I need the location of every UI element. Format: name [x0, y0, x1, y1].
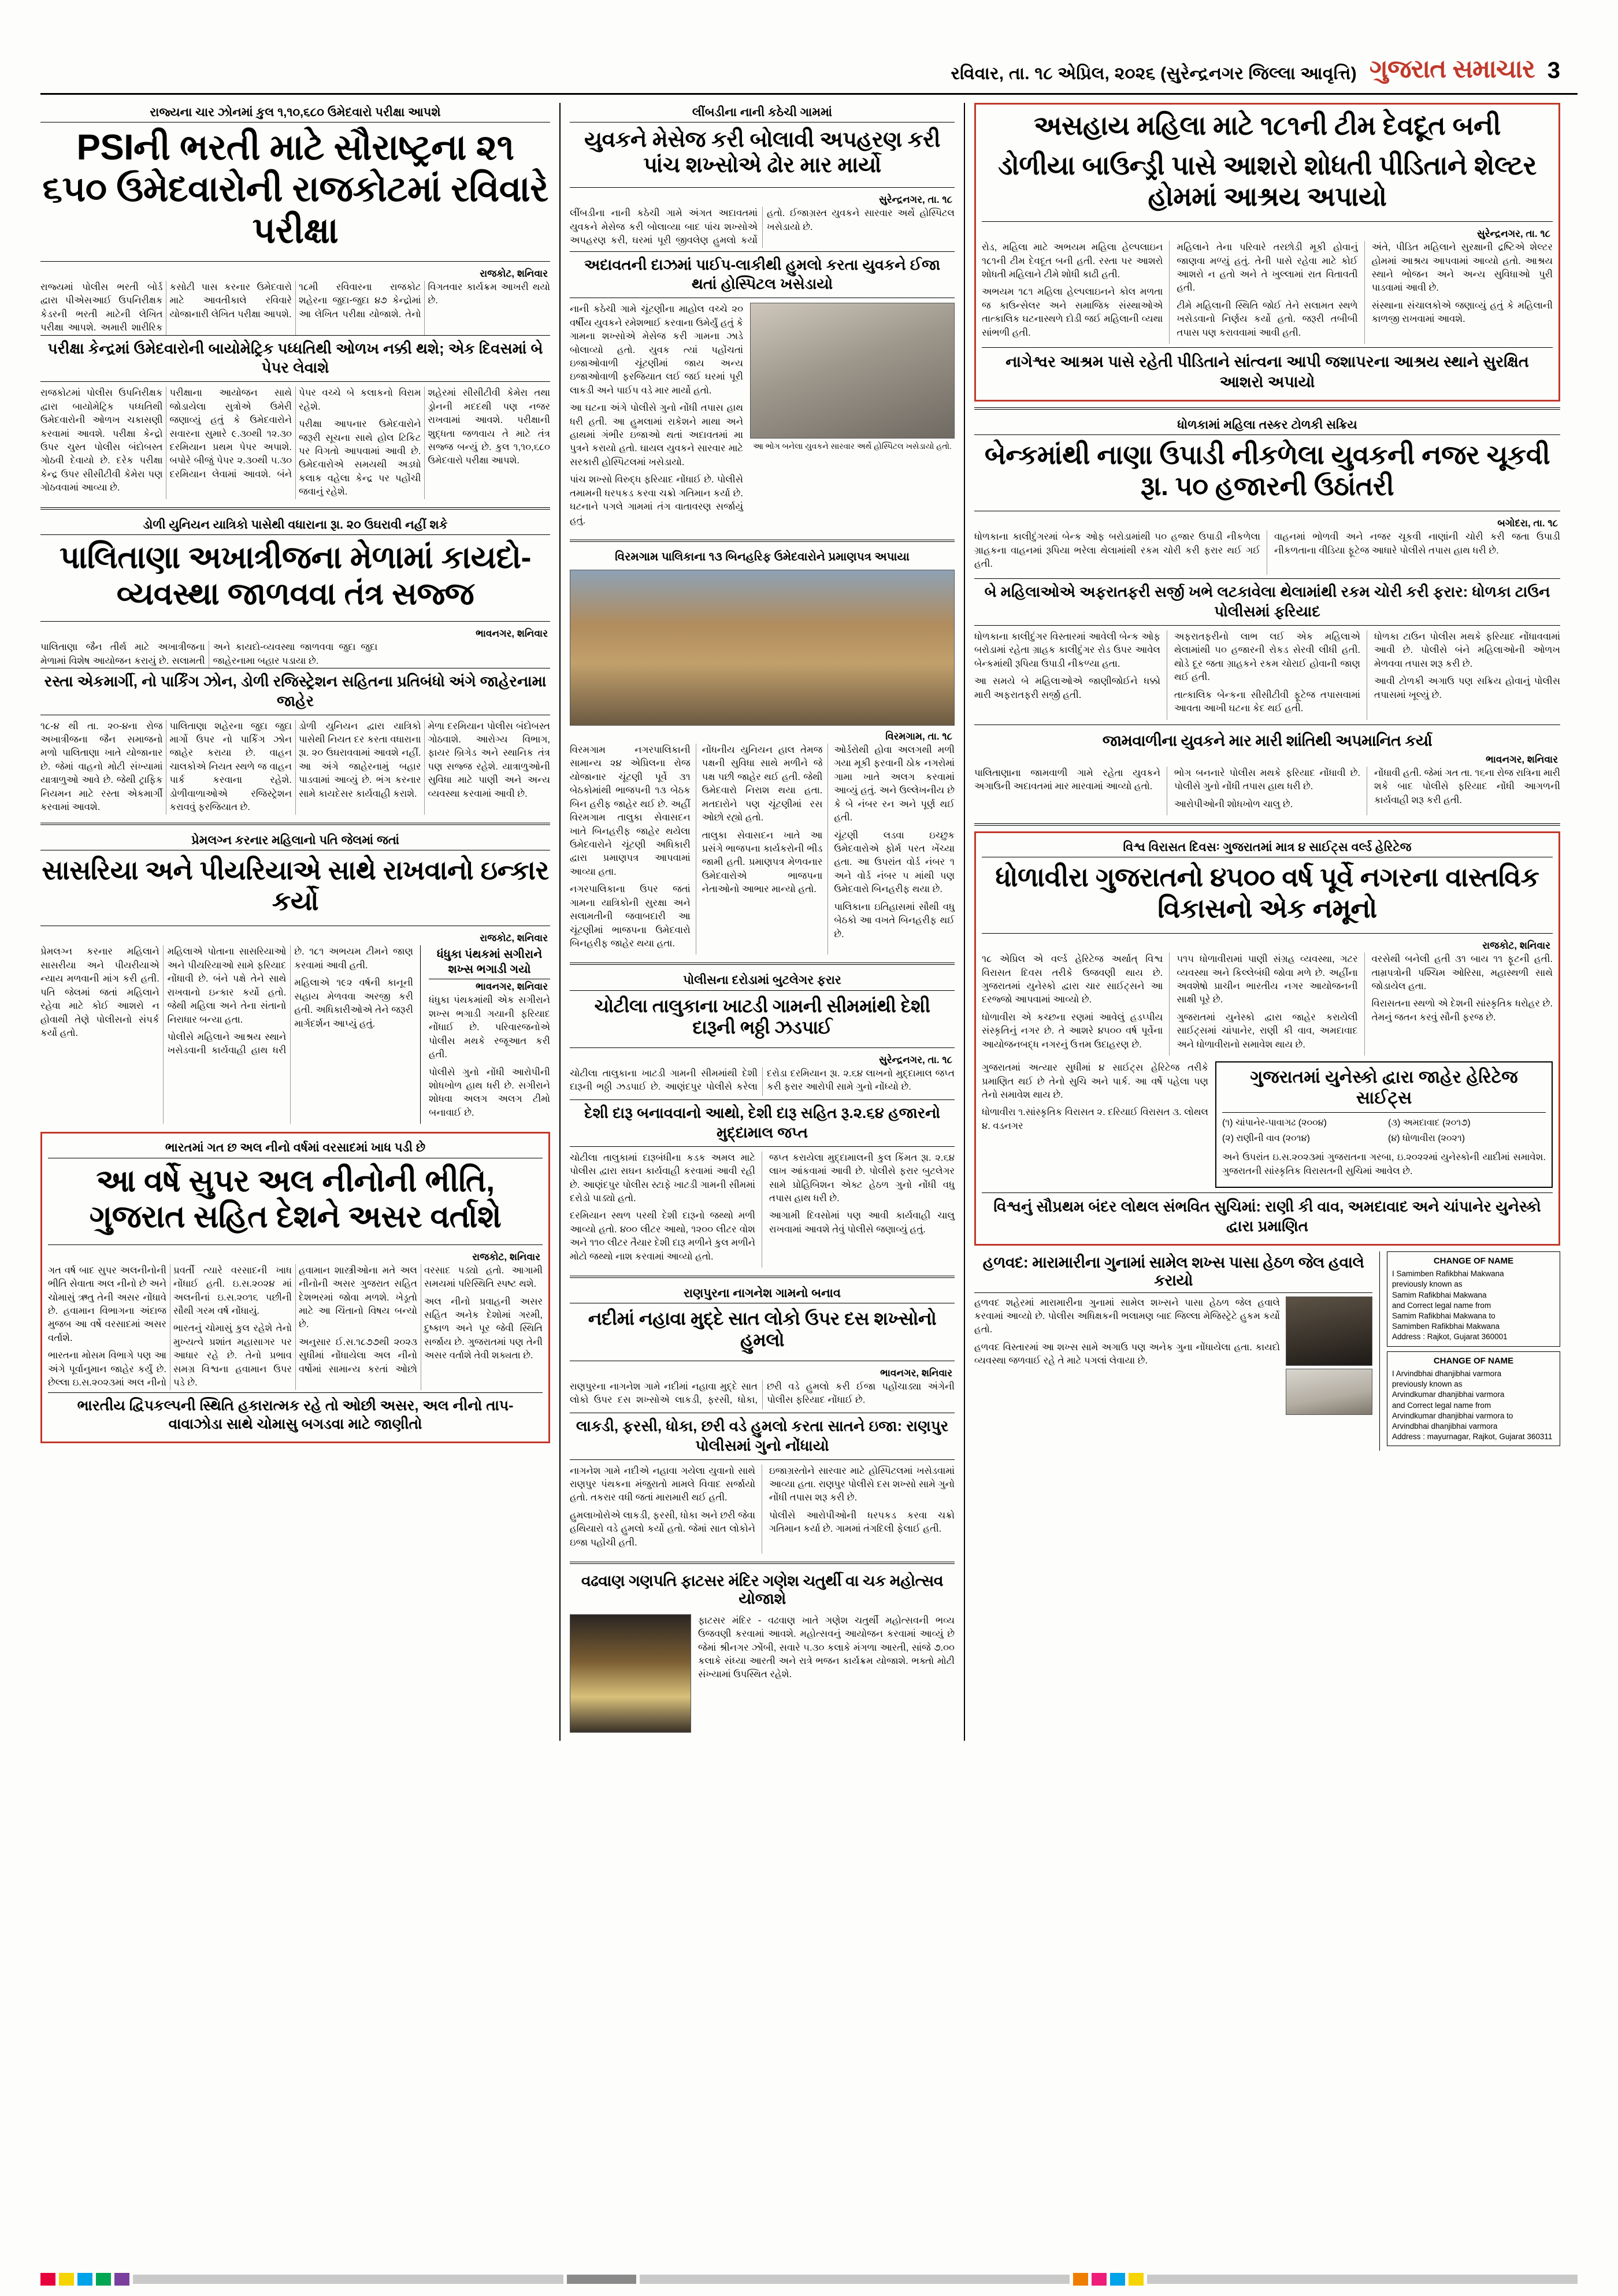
- article-body: [570, 1151, 955, 1268]
- article-body-col: [974, 630, 1167, 720]
- article-subhead: પરીક્ષા કેન્દ્રમાં ઉમેદવારોની બાયોમેટ્રિક પધ્ધતિથી ઓળખ નક્કી થશે; એક દિવસમાં બે પેપર લેવાશે: [40, 335, 550, 382]
- paragraph: ૫૧૫ ધોળાવીરામાં પાણી સંગ્રહ વ્યવસ્થા, ગટર વ્યવસ્થા અને કિલ્લેબંધી જોવા મળે છે. અહીંના અવશેષો પ્રાચીન ભારતીય નગર આયોજનની સાક્ષી પૂરે છે.: [1177, 954, 1358, 1005]
- paragraph: ગુજરાતમાં યુનેસ્કો દ્વારા જાહેર કરાયેલી સાઈટ્સમાં ચાંપાનેર, રાણી કી વાવ, અમદાવાદ અને ધોળાવીરાનો સમાવેશ થાય છે.: [1177, 1012, 1358, 1050]
- article-footer-headline: નાગેશ્વર આશ્રમ પાસે રહેતી પીડિતાને સાંત્વના આપી જશાપરના આશ્રય સ્થાને સુરક્ષિત આશરો અપાયો: [982, 347, 1553, 395]
- paragraph: તાલુકા સેવાસદન ખાતે આ પ્રસંગે ભાજપના કાર્યકરોની ભીડ જામી હતી. પ્રમાણપત્ર મેળવનાર ઉમેદવારોએ ભાજપના નેતાઓનો આભાર માન્યો હતો.: [702, 830, 823, 895]
- article-headline: ડોળીયા બાઉન્ડ્રી પાસે આશરો શોધતી પીડિતાને શેલ્ટર હોમમાં આશ્રય અપાયો: [998, 150, 1537, 211]
- divider: [982, 933, 1553, 934]
- article-body: [974, 1296, 1280, 1415]
- article-subhead: બે મહિલાઓએ અફરાતફરી સર્જી ખભે લટકાવેલા થેલામાંથી રકમ ચોરી કરી ફરાર: ધોળકા ટાઉન પોલીસમાં ફરિયાદ: [974, 578, 1560, 626]
- paragraph: પ્રેમલગ્ન કરનાર મહિલાને સાસરીયા અને પીયરીયાએ ન્યાય મળવાની માંગ કરી હતી. પતિ જેલમાં જતાં મહિલાને રહેવા માટે કોઈ આશરો ન હોવાથી તેણે પોલીસનો સંપર્ક કર્યો હતો.: [40, 946, 159, 1039]
- paragraph: ભોગ બનનારે પોલીસ મથકે ફરિયાદ નોંધાવી છે. પોલીસે ગુનો નોંધી તપાસ હાથ ધરી છે.: [1174, 767, 1360, 792]
- article-byline: બગોદરા, તા. ૧૮: [1497, 518, 1558, 529]
- subarticle-jamvali-assault: [974, 730, 1560, 816]
- article-intro: [40, 641, 550, 668]
- paragraph: પાંચ શખ્સો વિરુદ્ધ ફરિયાદ નોંધાઈ છે. પોલીસે તમામની ધરપકડ કરવા ચક્રો ગતિમાન કર્યા છે. ઘટનાને પગલે ગામમાં તંગ વાતાવરણ સર્જાયું હતું.: [570, 474, 743, 526]
- page-content: [40, 95, 1578, 1741]
- paragraph: હવામાન શાસ્ત્રીઓના મતે અલ નીનોની અસર ગુજરાત સહિત દેશભરમાં જોવા મળશે. ખેડૂતો માટે આ ચિંતાનો વિષય બન્યો છે.: [299, 1265, 417, 1330]
- paragraph: ભારતનું ચોમાસું કુલ રહેશે તેનો મુખ્યત્વે પ્રશાંત મહાસાગર પર આધાર રહે છે. તેનો પ્રભાવ સમગ્ર વિશ્વના હવામાન ઉપર પડે છે.: [173, 1323, 292, 1388]
- notice-line: previously known as: [1392, 1280, 1463, 1289]
- photo-accused-portrait: [1286, 1296, 1372, 1366]
- subarticle-byline: ભાવનગર, શનિવાર: [1486, 753, 1558, 765]
- heritage-box-note: [1222, 1151, 1546, 1178]
- article-headline: નદીમાં નહાવા મુદ્દે સાત લોકો ઉપર દસ શખ્સોનો હુમલો: [588, 1308, 937, 1351]
- column-left: [40, 103, 561, 1741]
- notice-line: I Samimben Rafikbhai Makwana: [1392, 1269, 1504, 1279]
- paragraph: મહિલાએ ૧૯૨ વર્ષની કાનૂની સહાય મેળવવા અરજી કરી હતી. અધિકારીઓએ તેને જરૂરી માર્ગદર્શન આપ્યું હતું.: [294, 978, 413, 1029]
- article-el-nino: [40, 1132, 550, 1443]
- article-body-col: [769, 1151, 955, 1268]
- print-registration-bar: [40, 2273, 1578, 2286]
- paragraph: શહેરમાં સીસીટીવી કેમેરા તથા ડ્રોનની મદદથી પણ નજર રાખવામાં આવશે. પરીક્ષાની શુદ્ધતા જળવાય તે માટે તંત્ર સજ્જ બન્યું છે. કુલ ૧,૧૦,૬૮૦ ઉમેદવારો પરીક્ષા આપશે.: [428, 388, 550, 466]
- article-body-col: [570, 1465, 762, 1554]
- paragraph: ધોળકા ટાઉન પોલીસ મથકે ફરિયાદ નોંધાવવામાં આવી છે. પોલીસે બંને મહિલાઓની ઓળખ મેળવવા તપાસ શરૂ કરી છે.: [1374, 631, 1560, 669]
- divider: [570, 540, 955, 542]
- paragraph: ધોળકાના કાલીદુંગરમાં બેન્ક ઓફ બરોડામાંથી ૫૦ હજાર ઉપાડી નીકળેલા ગ્રાહકના વાહનમાં રૂપિયા ભરેલા થેલામાંથી રકમ ચોરી કરી ફરાર થઈ ગઈ હતી.: [974, 532, 1260, 570]
- paragraph: વિરાસતના સ્થળો એ દેશની સાંસ્કૃતિક ધરોહર છે. તેમનું જતન કરવું સૌની ફરજ છે.: [1371, 998, 1553, 1023]
- article-palitana-mela: [40, 515, 550, 815]
- article-byline: રાજકોટ, શનિવાર: [480, 268, 548, 279]
- article-body-col: [769, 1465, 955, 1554]
- paragraph: પાલિતાણા શહેરના જુદા જુદા માર્ગો ઉપર નો પાર્કિંગ ઝોન જાહેર કરાયા છે. વાહન ચાલકોએ નિયત સ્થળે જ વાહન પાર્ક કરવાના રહેશે. ડોળીવાળાઓએ રજિસ્ટ્રેશન કરાવવું ફરજિયાત છે.: [169, 720, 292, 813]
- classified-notices: [1379, 1251, 1560, 1451]
- article-dholka-theft: [974, 415, 1560, 815]
- divider: [974, 407, 1560, 410]
- paragraph: આરોપીઓની શોધખોળ ચાલુ છે.: [1174, 798, 1293, 809]
- paragraph: રોડ, મહિલા માટે અભયમ મહિલા હેલ્પલાઇન ૧૮૧ની ટીમ દેવદૂત બની હતી. રસ્તા પર આશરો શોધતી મહિલાને ટીમે શોધી કાઢી હતી.: [982, 242, 1163, 280]
- list-item: (૨) રાણીની વાવ (૨૦૧૪): [1222, 1134, 1310, 1144]
- paragraph: પરીક્ષાના આયોજન સાથે જોડાયેલા સુત્રોએ ઉમેરી જણાવ્યું હતું કે ઉમેદવારોને સવારના સુમારે ૯.૩૦થી ૧૨.૩૦ દરમિયાન પ્રથમ પેપર અપાશે. બપોરે બીજું પેપર ૨.૩૦થી ૫.૩૦ દરમિયાન લેવામાં આવશે. બંને પેપર વચ્ચે બે કલાકનો વિરામ રહેશે.: [169, 388, 421, 480]
- article-body: [40, 720, 550, 815]
- paragraph: રાજ્યમાં પોલીસ ભરતી બોર્ડ દ્વારા પીએસઆઈ ઉપનિરીક્ષક કેડરની ભરતી માટેની લેખિત પરીક્ષા આપશે. અમારી શારીરિક કસોટી પાસ કરનાર ઉમેદવારો માટે આવતીકાલે રવિવારે યોજાનારી લેખિત પરીક્ષા આપશે.: [40, 281, 292, 333]
- article-world-heritage: [974, 831, 1560, 1246]
- article-body: [974, 630, 1560, 720]
- article-body-col: [1372, 953, 1553, 1056]
- article-headline: વઢવાણ ગણપતિ ફાટસર મંદિર ગણેશ ચતુર્થી વા ચક મહોત્સવ યોજાશે: [581, 1572, 944, 1608]
- paragraph: વાહનમાં ભોળવી અને નજર ચૂકવી નાણાંની ચોરી કરી જતા ઉપાડી નીકળતાના વીડિયા ફૂટેજ આધારે પોલીસે તપાસ હાથ ધરી છે.: [1274, 532, 1560, 556]
- article-ranpur-assault: [570, 1284, 955, 1554]
- article-body: [48, 1264, 543, 1390]
- article-body-col: [570, 744, 696, 954]
- bottom-row: [974, 1251, 1560, 1451]
- subarticle-body-col: [1374, 767, 1560, 815]
- paragraph: દરમિયાન સ્થળ પરથી દેશી દારૂનો જથ્થો મળી આવ્યો હતો. ૪૦૦ લીટર આથો, ૧૨૦૦ લીટર વોશ અને ૧૧૦ લીટર તૈયાર દેશી દારૂ મળીને કુલ મળીને મોટો જથ્થો નાશ કરવામાં આવ્યો હતો.: [570, 1210, 755, 1262]
- color-swatch: [59, 2273, 74, 2286]
- paragraph: અભયમ ૧૮૧ મહિલા હેલ્પલાઇનને કોલ મળતા જ કાઉન્સેલર અને સમાજિક સંસ્થાઓએ તાત્કાલિક ઘટનાસ્થળે દોડી જઈ મહિલાની વ્યથા સાંભળી હતી.: [982, 287, 1163, 338]
- gray-bar: [640, 2275, 1070, 2284]
- article-intro: [570, 1067, 955, 1096]
- article-kicker: વિરમગામ પાલિકાના ૧૩ બિનહરિફ ઉમેદવારોને પ્રમાણપત્ર અપાયા: [615, 551, 910, 564]
- divider: [982, 221, 1553, 222]
- divider: [40, 261, 550, 262]
- article-kicker: ભારતમાં ગત છ અલ નીનો વર્ષમાં વરસાદમાં ખાધ પડી છે: [48, 1138, 543, 1158]
- article-kicker: અસહાય મહિલા માટે ૧૮૧ની ટીમ દેવદૂત બની: [1034, 110, 1501, 140]
- notice-line: Address : mayurnagar, Rajkot, Gujarat 360311: [1392, 1432, 1553, 1441]
- sidebar-kicker: ધંધુકા પંથકમાં સગીરાને શખ્સ ભગાડી ગયો: [429, 945, 550, 979]
- notice-line: Arvindbhai dhanjibhai varmora: [1392, 1422, 1498, 1431]
- article-byline: વિરમગામ, તા. ૧૮: [885, 731, 952, 742]
- article-viramgam-election: [570, 548, 955, 954]
- masthead: [40, 0, 1578, 95]
- heritage-sites-box: [1215, 1061, 1553, 1188]
- article-body-col: [1372, 241, 1553, 344]
- article-intro: [570, 207, 955, 247]
- article-body-col: [1174, 630, 1367, 720]
- article-halvad-pasa: [974, 1251, 1372, 1451]
- article-photo-wrap: [750, 303, 955, 532]
- divider: [40, 621, 550, 622]
- paragraph: ફાટસર મંદિર - વઢવાણ ખાતે ગણેશ ચતુર્થી મહોત્સવની ભવ્ય ઉજવણી કરવામાં આવશે. મહોત્સવનું આયોજન કરવામાં આવ્યું છે જેમાં શ્રીનગર ઝોંબી, સવારે ૫.૩૦ કલાકે મંગળા આરતી, સાંજે ૭.૦૦ કલાકે સંધ્યા આરતી અને રાત્રે ભજન કાર્યક્રમ યોજાશે. ભક્તો મોટી સંખ્યામાં ઉપસ્થિત રહેશે.: [698, 1615, 955, 1680]
- photo-viramgam-ceremony: [570, 570, 955, 726]
- paragraph: ગત વર્ષ બાદ સુપર અલનીનોની ભીતિ સેવાતા અલ નીનો છે અને ચોમાસું ઋતુ તેની અસર નોંધાવે છે. હવામાન વિભાગના અંદાજ મુજબ આ વર્ષે વરસાદમાં અસર વર્તાશે.: [48, 1265, 166, 1343]
- paragraph: હળવદ શહેરમાં મારામારીના ગુનામાં સામેલ શખ્સને પાસા હેઠળ જેલ હવાલે કરવામાં આવ્યો છે. પોલીસ અધિક્ષકની ભલામણ બાદ જિલ્લા મેજિસ્ટ્રેટે હુકમ કર્યો હતો.: [974, 1297, 1280, 1335]
- notice-line: I Arvindbhai dhanjibhai varmora: [1392, 1369, 1502, 1378]
- article-psi-exam: [40, 103, 550, 499]
- heritage-notes: [982, 1061, 1208, 1188]
- divider: [48, 1244, 543, 1245]
- article-body-col: [834, 744, 955, 954]
- paragraph: હળવદ વિસ્તારમાં આ શખ્સ સામે અગાઉ પણ અનેક ગુના નોંધાયેલા હતા. કાયદો વ્યવસ્થા જળવાઈ રહે તે માટે પગલાં લેવાયા છે.: [974, 1342, 1280, 1366]
- article-headline: પાલિતાણા અખાત્રીજના મેળામાં કાયદો-વ્યવસ્થા જાળવવા તંત્ર સજ્જ: [59, 540, 532, 611]
- article-body: [982, 953, 1553, 1056]
- paragraph: ટીમે મહિલાની સ્થિતિ જોઈ તેને સલામત સ્થળે ખસેડવાનો નિર્ણય કર્યો હતો. જરૂરી તબીબી તપાસ પણ કરાવવામાં આવી હતી.: [1177, 300, 1358, 338]
- article-intro-col: [974, 530, 1267, 575]
- paragraph: આ ઘટના અંગે પોલીસે ગુનો નોંધી તપાસ હાથ ધરી હતી. આ હુમલામાં રાકેશને માથા અને હાથમાં ગંભીર ઇજાઓ થતાં અદાવતમાં મા પુત્રને કરાયો હતો. ઘાયલ યુવકને સારવાર માટે સરકારી હોસ્પિટલમાં ખસેડાયો.: [570, 403, 743, 467]
- notice-change-of-name: [1387, 1351, 1560, 1447]
- paragraph: અંતે, પીડિત મહિલાને સુરક્ષાની દ્રષ્ટિએ શેલ્ટર હોમમાં આશ્રય આપવામાં આવ્યો હતો. આશ્રય સ્થાને ભોજન અને અન્ય સુવિધાઓ પુરી પાડવામાં આવી છે.: [1371, 242, 1553, 293]
- article-kicker: ધોળકામાં મહિલા તસ્કર ટોળકી સક્રિય: [974, 415, 1560, 435]
- notice-line: Arvindkumar dhanjibhai varmora: [1392, 1390, 1505, 1399]
- article-photo-wrap: [570, 1614, 691, 1733]
- paragraph: ડોળી યુનિયન દ્વારા યાત્રિકો પાસેથી નિયત દર કરતા વધારાના રૂા. ૨૦ ઉઘરાવવામાં આવશે નહીં. આ અંગે જાહેરનામું બહાર પાડવામાં આવ્યું છે. ભંગ કરનાર સામે કાયદેસર કાર્યવાહી કરાશે.: [299, 720, 421, 799]
- paragraph: પાલિતાણાના જામવાળી ગામે રહેતા યુવકને અગાઉની અદાવતમાં માર મારવામાં આવ્યો હતો.: [974, 767, 1160, 792]
- sidebar-body: [429, 994, 550, 1120]
- article-prem-lagna: [40, 831, 550, 1124]
- article-body: [40, 387, 550, 499]
- article-body-wrap: [40, 945, 550, 1124]
- paragraph: ભારતના મોસમ વિભાગે પણ આ અંગે પૂર્વાનુમાન જાહેર કર્યું છે. છેલ્લા ઇ.સ.૨૦૨૩માં અલ નીનો પ્રવર્તી ત્યારે વરસાદની ખાધ નોંધાઈ હતી. ઇ.સ.૨૦૨૪ માં અલનીનાં ઇ.સ.૨૦૧૬ પછીની સૌથી ગરમ વર્ષ નોંધાયું.: [48, 1265, 292, 1388]
- paragraph: હુમલાખોરોએ લાકડી, ફરસી, ધોકા અને છરી જેવા હથિયારો વડે હુમલો કર્યો હતો. જેમાં સાત લોકોને ઇજા પહોંચી હતી.: [570, 1510, 755, 1548]
- gray-bar: [1147, 2275, 1578, 2284]
- article-subhead: રસ્તા એકમાર્ગી, નો પાર્કિંગ ઝોન, ડોળી રજિસ્ટ્રેશન સહિતના પ્રતિબંધો અંગે જાહેરનામા જાહેર: [40, 668, 550, 715]
- article-byline: રાજકોટ, શનિવાર: [472, 1251, 540, 1262]
- paragraph: અફરાતફરીનો લાભ લઈ એક મહિલાએ થેલામાંથી ૫૦ હજારની રોકડ સેરવી લીધી હતી. થોડે દૂર જતા ગ્રાહકને રકમ ચોરાઈ હોવાની જાણ થઈ હતી.: [1174, 631, 1360, 683]
- article-body-col: [1374, 630, 1560, 720]
- article-body-with-photos: [974, 1296, 1372, 1415]
- notice-title: CHANGE OF NAME: [1433, 1355, 1514, 1366]
- paragraph: વરસેથી બનેલી હતી ૩૧ બાય ૧૧ ફૂટની હતી. તામ્રપત્રોની પશ્ચિમ ઓરિસા, મહાસ્થળી સાથે જોડાયેલ હતા.: [1371, 954, 1553, 991]
- paragraph: તાત્કાલિક બેન્કના સીસીટીવી ફૂટેજ તપાસવામાં આવતા આખી ઘટના કેદ થઈ હતી.: [1174, 689, 1360, 714]
- article-body: [698, 1614, 955, 1733]
- notice-title: CHANGE OF NAME: [1433, 1255, 1514, 1266]
- paragraph: અને ઉપરાંત ઇ.સ.૨૦૨૩માં ગુજરાતના ગરબા, ઇ.૨૦૨૨માં યુનેસ્કોની યાદીમાં સમાવેશ. ગુજરાતની સાંસ્કૃતિક વિરાસતની સુચિમાં આવેલ છે.: [1222, 1152, 1546, 1176]
- article-headline: PSIની ભરતી માટે સૌરાષ્ટ્રના ૨૧ ૬૫૦ ઉમેદવારોની રાજકોટમાં રવિવારે પરીક્ષા: [42, 128, 548, 251]
- article-byline: રાજકોટ, શનિવાર: [1482, 940, 1550, 952]
- notice-change-of-name: [1387, 1251, 1560, 1347]
- paragraph: ધોળકાના કાલીદુંગર વિસ્તારમાં આવેલી બેન્ક ઓફ બરોડામાં રહેતા ગ્રાહક કાલીદુંગર રોડ ઉપર આવેલ બેન્કમાંથી રૂપિયા ઉપાડી નીકળ્યા હતા.: [974, 631, 1160, 669]
- column-right: [965, 103, 1560, 1741]
- divider: [570, 187, 955, 188]
- subarticle-body: [974, 767, 1560, 815]
- paragraph: મેળા દરમિયાન પોલીસ બંદોબસ્ત ગોઠવાશે. આરોગ્ય વિભાગ, ફાયર બ્રિગેડ અને સ્થાનિક તંત્ર પણ સજ્જ રહેશે. યાત્રાળુઓની સુવિધા માટે પાણી અને અન્ય વ્યવસ્થા કરવામાં આવી છે.: [428, 720, 550, 799]
- paragraph: મહિલાને તેના પરિવારે તરછોડી મૂકી હોવાનું જાણવા મળ્યું હતું. તેની પાસે રહેવા માટે કોઈ આશરો ન હતો અને તે ખુલ્લામાં રાત વિતાવતી હતી.: [1177, 242, 1358, 293]
- article-kicker: રાણપુરના નાગનેશ ગામનો બનાવ: [570, 1284, 955, 1303]
- notice-line: previously known as: [1392, 1380, 1463, 1389]
- article-headline: ધોળાવીરા ગુજરાતનો ૪૫૦૦ વર્ષ પૂર્વે નગરના વાસ્તવિક વિકાસનો એક નમૂનો: [995, 862, 1539, 923]
- paragraph: વિરમગામ નગરપાલિકાની સામાન્ય ૨૪ એપ્રિલના રોજ યોજાનાર ચૂંટણી પૂર્વે ૩૧ બેઠકોમાંથી ભાજપની ૧૩ બેઠક બિન હરીફ જાહેર થઈ છે. અહીં વિરમગામ તાલુકા સેવાસદન ખાતે બિનહરીફ જાહેર થયેલા ઉમેદવારોને ચૂંટણી અધિકારી દ્વારા પ્રમાણપત્ર આપવામાં આવ્યા હતા.: [570, 745, 691, 877]
- article-body-col: [702, 744, 829, 954]
- article-headline: યુવકને મેસેજ કરી બોલાવી અપહરણ કરી પાંચ શખ્સોએ ઢોર માર માર્યો: [584, 128, 941, 178]
- paragraph: ચોટીલા તાલુકાના ખાટડી ગામની સીમમાંથી દેશી દારૂની ભઠ્ઠી ઝડપાઈ છે. આણંદપુર પોલીસે કરેલા દરોડા દરમિયાન રૂા. ૨.૬૪ લાખનો મુદ્દામાલ જપ્ત કરી ફરાર આરોપી સામે ગુનો નોંધ્યો છે.: [570, 1068, 955, 1093]
- article-body-col: [1177, 953, 1364, 1056]
- photo-temple: [570, 1614, 691, 1733]
- article-181-shelter: [974, 103, 1560, 402]
- column-middle: [561, 103, 965, 1741]
- paragraph: રાજકોટમાં પોલીસ ઉપનિરીક્ષક દ્વારા બાયોમેટ્રિક પધ્ધતિથી ઉમેદવારોની ઓળખ ચકાસણી કરવામાં આવશે. પરીક્ષા કેન્દ્રો ઉપર ચુસ્ત પોલીસ બંદોબસ્ત ગોઠવી દેવાયો છે. દરેક પરીક્ષા કેન્દ્ર ઉપર સીસીટીવી કેમેરા પણ ગોઠવવામાં આવ્યા છે.: [40, 388, 163, 493]
- color-swatch: [96, 2273, 111, 2286]
- divider: [40, 823, 550, 825]
- color-swatch: [40, 2273, 55, 2286]
- article-headline: બેન્કમાંથી નાણા ઉપાડી નીકળેલા યુવકની નજર ચૂકવી રૂા. ૫૦ હજારની ઉઠાંતરી: [984, 440, 1550, 501]
- article-subhead: દેશી દારૂ બનાવવાનો આથો, દેશી દારૂ સહિત રૂ.૨.૬૪ હજારનો મુદ્દામાલ જપ્ત: [570, 1099, 955, 1147]
- heritage-list-row: [982, 1061, 1553, 1188]
- article-byline: ભાવનગર, શનિવાર: [476, 628, 548, 640]
- article-kicker: ડોળી યુનિયન યાત્રિકો પાસેથી વધારાના રૂા. ૨૦ ઉઘરાવી નહીં શકે: [40, 515, 550, 535]
- paragraph: નાની કઠેચી ગામે ચૂંટણીના માહોલ વચ્ચે ૨૦ વર્ષીય યુવકને રમેશભાઈ કરવાના ઉમેર્યું હતું કે ગામના શખ્સોએ મેસેજ કરી ગામના ઝાડે બોલાવ્યો હતો. યુવક ત્યાં પહોંચતાં ઇજાઓવાળી ચૂંટણીમાં જાય અન્ય ઇજાઓવાળી ફરજિયાત લઈ જઈ ઘરમાં પૂરી લાકડી અને પાઈપ વડે માર માર્યો હતો.: [570, 304, 743, 396]
- divider: [974, 823, 1560, 826]
- paragraph: પોલીસે મહિલાને આશ્રય સ્થાને ખસેડવાની કાર્યવાહી હાથ ધરી છે. ૧૮૧ અભયમ ટીમને જાણ કરવામાં આવી હતી.: [167, 946, 413, 1056]
- article-body-col: [982, 241, 1170, 344]
- paragraph: આ સમયે બે મહિલાઓએ જાણીજોઈને ધક્કો મારી અફરાતફરી સર્જી હતી.: [974, 676, 1160, 700]
- sidebar-article-dhandhuka: [429, 945, 550, 1124]
- paragraph: મહિલાએ પોતાના સાસરિયાઓ અને પીયરિયાઓ સામે ફરિયાદ નોંધાવી છે. બંને પક્ષે તેને સાથે રાખવાનો ઇન્કાર કર્યો હતો. જેથી મહિલા અને તેના સંતાનો નિરાધાર બન્યા હતા.: [167, 946, 287, 1025]
- notice-line: and Correct legal name from: [1392, 1301, 1491, 1310]
- paragraph: અલ નીનો પ્રવાહની અસર સહિત અનેક દેશોમાં ગરમી, દુષ્કાળ અને પૂર જેવી સ્થિતિ સર્જાય છે. ગુજરાતમાં પણ તેની અસર વર્તાશે તેવી શક્યતા છે.: [424, 1296, 543, 1361]
- sidebar-byline: ભાવનગર, શનિવાર: [476, 981, 548, 993]
- color-swatch: [114, 2273, 129, 2286]
- paragraph: ઓર્ડરોથી હોવા અલગથી મળી ગયા મૂકી ફરવાની ઠોક નગરોમાં ગામા ખાતે અલગ કરવામાં આવ્યું હતું. અને ઉલ્લેખનીય છે કે બે નંબર રન અને પૂર્ણ થઈ હતી.: [834, 745, 955, 823]
- subarticle-body-col: [1174, 767, 1367, 815]
- color-swatch: [1110, 2273, 1125, 2286]
- photo-hospital-victim: [750, 303, 955, 439]
- subarticle-body-col: [974, 767, 1167, 815]
- color-swatch: [77, 2273, 92, 2286]
- paragraph: નગરપાલિકાના ઉપર જતાં ગામના યાત્રિકોની સુરક્ષા અને સલામતીની જવાબદારી આ ચૂંટણીમાં ભાજપના ઉમેદવારો બિનહરીફ જાહેર થયા હતા.: [570, 884, 691, 949]
- paragraph: નાગનેશ ગામે નદીએ નહાવા ગયેલા યુવાનો સાથે રાણપુર પંથકના મંજુરાતો મામલે વિવાદ સર્જાયો હતો. તકરાર વધી જતાં મારામારી થઈ હતી.: [570, 1465, 755, 1503]
- article-body-with-photo: [570, 1614, 955, 1733]
- article-headline: આ વર્ષે સુપર અલ નીનોની ભીતિ, ગુજરાત સહિત દેશને અસર વર્તાશે: [89, 1163, 502, 1235]
- divider: [570, 1562, 955, 1564]
- article-kicker: પોલીસના દરોડામાં બુટલેગર ફરાર: [570, 971, 955, 990]
- heritage-items-list: [1222, 1116, 1546, 1147]
- notice-line: Samim Rafikbhai Makwana to: [1392, 1312, 1495, 1321]
- list-item: (૩) અમદાવાદ (૨૦૧૭): [1388, 1118, 1471, 1128]
- article-byline: ભાવનગર, શનિવાર: [880, 1367, 952, 1379]
- notice-line: Samim Rafikbhai Makwana: [1392, 1290, 1487, 1299]
- heritage-box-title: ગુજરાતમાં યુનેસ્કો દ્વારા જાહેર હેરિટેજ સાઈટ્સ: [1222, 1067, 1546, 1113]
- paragraph: પાલિતાણા જૈન તીર્થ માટે અખાત્રીજના મેળામાં વિશેષ આયોજન કરાયું છે. સલામતી અને કાયદો-વ્યવસ્થા જાળવવા જુદા જુદા જાહેરનામા બહાર પડાયા છે.: [40, 642, 378, 666]
- article-byline: સુરેન્દ્રનગર, તા. ૧૮: [879, 1054, 952, 1065]
- paragraph: ધોળાવીરા ૧.સાંસ્કૃતિક વિરાસત ૨. દરિયાઈ વિરાસત ૩. લોથલ ૪. વડનગર: [982, 1107, 1208, 1131]
- divider: [40, 507, 550, 510]
- article-limbdi-kidnap: [570, 103, 955, 532]
- paragraph: ચોટીલા તાલુકામાં દારૂબંધીના કડક અમલ માટે પોલીસ દ્વારા સઘન કાર્યવાહી કરવામાં આવી રહી છે. આણંદપુર પોલીસ સ્ટાફે ખાટડી ગામની સીમમાં દરોડો પાડ્યો હતો.: [570, 1152, 755, 1204]
- notice-line: Samimben Rafikbhai Makwana: [1392, 1322, 1500, 1331]
- article-headline: સાસરિયા અને પીયરિયાએ સાથે રાખવાનો ઇન્કાર કર્યો: [42, 855, 549, 916]
- paragraph: ધંધુકા પંથકમાંથી એક સગીરાને શખ્સ ભગાડી ગયાની ફરિયાદ નોંધાઈ છે. પરિવારજનોએ પોલીસ મથકે રજૂઆત કરી હતી.: [429, 995, 550, 1060]
- article-body-col: [570, 1151, 762, 1268]
- article-headline: હળવદ: મારામારીના ગુનામાં સામેલ શખ્સ પાસા હેઠળ જેલ હવાલે કરાયો: [974, 1251, 1372, 1293]
- photo-wrap: [1286, 1296, 1372, 1415]
- divider: [570, 1047, 955, 1048]
- article-intro: [570, 1380, 955, 1409]
- article-footer-headline: ભારતીય દ્વિપકલ્પની સ્થિતિ હકારાત્મક રહે તો ઓછી અસર, અલ નીનો તાપ-વાવાઝોડા સાથે ચોમાસુ બગડવા માટે જાણીતો: [48, 1392, 543, 1437]
- article-kicker: રાજ્યના ચાર ઝોનમાં કુલ ૧,૧૦,૬૮૦ ઉમેદવારો પરીક્ષા આપશે: [40, 103, 550, 122]
- paragraph: આગામી દિવસોમાં પણ આવી કાર્યવાહી ચાલુ રાખવામાં આવશે તેવું પોલીસે જણાવ્યું હતું.: [769, 1210, 955, 1235]
- paragraph: સંસ્થાના સંચાલકોએ જણાવ્યું હતું કે મહિલાની કાળજી રાખવામાં આવશે.: [1371, 300, 1553, 325]
- notice-line: Address : Rajkot, Gujarat 360001: [1392, 1332, 1508, 1342]
- paragraph: ૧૮ એપ્રિલ એ વર્લ્ડ હેરિટેજ અર્થાત્ વિશ્વ વિરાસત દિવસ તરીકે ઉજવણી થાય છે. ગુજરાતમાં યુનેસ્કો દ્વારા ચાર સાઈટ્સને આ દરજ્જો આપવામાં આવ્યો છે.: [982, 954, 1163, 1005]
- paragraph: ધોળાવીરા એ કચ્છના રણમાં આવેલું હડપ્પીય સંસ્કૃતિનું નગર છે. તે આશરે ૪૫૦૦ વર્ષ પૂર્વેના આયોજનબદ્ધ નગરનું ઉત્તમ ઉદાહરણ છે.: [982, 1012, 1163, 1050]
- color-swatch: [1129, 2273, 1144, 2286]
- paragraph: લીંબડીના નાની કઠેચી ગામે અંગત અદાવતમાં યુવકને મેસેજ કરી બોલાવ્યા બાદ પાંચ શખ્સોએ અપહરણ કરી, ઘરમાં પૂરી જીવલેણ હુમલો કર્યો હતો. ઈજાગ્રસ્ત યુવકને સારવાર અર્થે હોસ્પિટલ ખસેડાયો છે.: [570, 208, 955, 246]
- divider: [570, 963, 955, 965]
- article-kicker: વિશ્વ વિરાસત દિવસઃ ગુજરાતમાં માત્ર ૪ સાઈટ્સ વર્લ્ડ હેરિટેજ: [982, 838, 1553, 857]
- paragraph: ગુજરાતમાં અત્યાર સુધીમાં ૪ સાઈટ્સ હેરિટેજ તરીકે પ્રમાણિત થઈ છે તેનો સુચિ અને પાર્ક. આ વર્ષે પહેલા પણ તેનો સમાવેશ થાય છે.: [982, 1062, 1208, 1100]
- color-swatch: [1073, 2273, 1088, 2286]
- page-number: 3: [1547, 58, 1560, 83]
- paragraph: ઇજાગ્રસ્તોને સારવાર માટે હોસ્પિટલમાં ખસેડવામાં આવ્યા હતા. રાણપુર પોલીસે દસ શખ્સો સામે ગુનો નોંધી તપાસ શરૂ કરી છે.: [769, 1465, 955, 1503]
- paragraph: જપ્ત કરાયેલા મુદ્દામાલની કુલ કિંમત રૂા. ૨.૬૪ લાખ આંકવામાં આવી છે. પોલીસે ફરાર બુટલેગર સામે પ્રોહિબિશન એક્ટ હેઠળ ગુનો નોંધી વધુ તપાસ હાથ ધરી છે.: [769, 1152, 955, 1204]
- list-item: (૧) ચાંપાનેર-પાવાગઢ (૨૦૦૪): [1222, 1118, 1327, 1128]
- paragraph: પરીક્ષા આપનાર ઉમેદવારોને જરૂરી સૂચના સાથે હોલ ટિકિટ પર વિગતો આપવામાં આવી છે. ઉમેદવારોએ સમયથી અડધો કલાક વહેલા કેન્દ્ર પર પહોંચી જવાનું રહેશે.: [299, 419, 421, 497]
- photo-caption: આ ભોગ બનેલા યુવકને સારવાર અર્થે હોસ્પિટલ ખસેડાયો હતો.: [753, 441, 952, 451]
- paragraph: નોંધનીય યુનિયન હાલ તેમજ પક્ષની સુવિધા સાથે મળીને જે પક્ષ પછી જાહેર થઈ હતી. જેથી ઉમેદવારો નિરાશ થયા હતા. મતદારોને પણ ચૂંટણીમાં રસ ઓછો રહ્યો હતો.: [702, 745, 823, 823]
- divider: [570, 1276, 955, 1278]
- paragraph: પોલીસે ગુનો નોંધી આરોપીની શોધખોળ હાથ ધરી છે. સગીરાને શોધવા અલગ અલગ ટીમો બનાવાઈ છે.: [429, 1067, 550, 1118]
- article-body: [40, 945, 421, 1124]
- paragraph: આવી ટોળકી અગાઉ પણ સક્રિય હોવાનું પોલીસ તપાસમાં ખૂલ્યું છે.: [1374, 676, 1560, 700]
- paragraph: રાણપુરના નાગનેશ ગામે નદીમાં નહાવા મુદ્દે સાત લોકો ઉપર દસ શખ્સોએ લાકડી, ફરસી, ધોકા, છરી વડે હુમલો કરી ઈજા પહોંચાડ્યા અંગેની પોલીસ ફરિયાદ નોંધાઈ છે.: [570, 1381, 955, 1406]
- article-footer-headline: વિશ્વનું સૌપ્રથમ બંદર લોથલ સંભવિત સુચિમાં: રાણી કી વાવ, અમદાવાદ અને ચાંપાનેર યુનેસ્કો દ્વારા પ્રમાણિત: [982, 1192, 1553, 1239]
- article-body: [570, 744, 955, 954]
- subarticle-headline: જામવાળીના યુવકને માર મારી શાંતિથી અપમાનિત કર્યા: [1102, 731, 1433, 749]
- masthead-dateline: રવિવાર, તા. ૧૮ એપ્રિલ, ૨૦૨૬ (સુરેન્દ્રનગર જિલ્લા આવૃત્તિ): [951, 64, 1357, 83]
- color-swatch: [1092, 2273, 1107, 2286]
- paragraph: નોંધાવી હતી. જેમાં ગત તા. ૧૬ના રોજ રાત્રિના મારી શકે બાદ પોલીસે ફરિયાદ નોંધી આગળની કાર્યવાહી શરૂ કરી હતી.: [1374, 767, 1560, 805]
- dark-bar: [567, 2275, 636, 2284]
- article-body: [570, 303, 743, 532]
- article-body: [982, 241, 1553, 344]
- masthead-brand: ગુજરાત સમાચાર: [1369, 55, 1535, 83]
- article-byline: રાજકોટ, શનિવાર: [480, 932, 548, 944]
- article-subhead: લાકડી, ફરસી, ધોકા, છરી વડે હુમલો કરતા સાતને ઇજા: રાણપુર પોલીસમાં ગુનો નોંધાયો: [570, 1413, 955, 1460]
- paragraph: ૧૮મી રવિવારના રાજકોટ શહેરના જુદા-જુદા ૪૭ કેન્દ્રોમાં આ લેખિત પરીક્ષા યોજાશે. તેનો વિગતવાર કાર્યક્રમ આખરી થયો છે.: [299, 281, 550, 319]
- notice-line: and Correct legal name from: [1392, 1400, 1491, 1410]
- article-body-col: [982, 953, 1170, 1056]
- notice-line: Arvindkumar dhanjibhai varmora to: [1392, 1411, 1513, 1420]
- article-kicker: લીંબડીના નાની કઠેચી ગામમાં: [570, 103, 955, 122]
- article-intro: [974, 530, 1560, 575]
- paragraph: પોલીસે આરોપીઓની ધરપકડ કરવા ચક્રો ગતિમાન કર્યા છે. ગામમાં તંગદિલી ફેલાઈ હતી.: [769, 1510, 955, 1535]
- article-byline: સુરેન્દ્રનગર, તા. ૧૮: [879, 194, 952, 206]
- paragraph: અનુસાર ઈ.સ.૧૮૭૭થી ૨૦૨૩ સુધીમાં નોંધાયેલા અલ નીનો વર્ષોમાં સામાન્ય કરતાં ઓછો વરસાદ પડ્યો હતો. આગામી સમયમાં પરિસ્થિતિ સ્પષ્ટ થશે.: [299, 1265, 543, 1374]
- paragraph: ચૂંટણી લડવા ઇચ્છુક ઉમેદવારોએ ફોર્મ પરત ખેંચ્યા હતા. આ ઉપરાંત વોર્ડ નંબર ૧ અને વોર્ડ નંબર ૫ માંથી પણ ઉમેદવારો બિનહરીફ થયા છે.: [834, 830, 955, 895]
- paragraph: ૧૮-૪ થી તા. ૨૦-૪ના રોજ અખાત્રીજના જૈન સમાજનો મળો પાલિતાણા ખાતે યોજાનાર છે. જેમાં વાહનો મોટી સંખ્યામાં યાત્રાળુઓ આવે છે. જેથી ટ્રાફિક નિયમન માટે રસ્તા એકમાર્ગી કરવામાં આવશે.: [40, 720, 163, 813]
- article-body-col: [1177, 241, 1364, 344]
- article-body-with-photo: [570, 303, 955, 532]
- article-ganpati-temple: [570, 1570, 955, 1733]
- paragraph: પાલિકાના ઇતિહાસમાં સૌથી વધુ બેઠકો આ વખતે બિનહરીફ થઈ છે.: [834, 901, 955, 939]
- photo-notice-plaque: [1286, 1369, 1372, 1415]
- article-headline: ચોટીલા તાલુકાના ખાટડી ગામની સીમમાંથી દેશી દારૂની ભઠ્ઠી ઝડપાઈ: [594, 995, 930, 1038]
- article-intro: [40, 281, 550, 335]
- article-intro-col: [1274, 530, 1560, 575]
- article-body: [570, 1465, 955, 1554]
- article-byline: સુરેન્દ્રનગર, તા. ૧૮: [1477, 228, 1550, 240]
- article-subhead: અદાવતની દાઝમાં પાઈપ-લાકીથી હુમલો કરતા યુવકને ઈજા થતાં હોસ્પિટલ ખસેડાયો: [570, 251, 955, 299]
- gray-bar: [133, 2275, 563, 2284]
- list-item: (૪) ધોળાવીરા (૨૦૨૧): [1388, 1134, 1465, 1144]
- article-kicker: પ્રેમલગ્ન કરનાર મહિલાનો પતિ જેલમાં જતાં: [40, 831, 550, 850]
- article-chotila-liquor: [570, 971, 955, 1268]
